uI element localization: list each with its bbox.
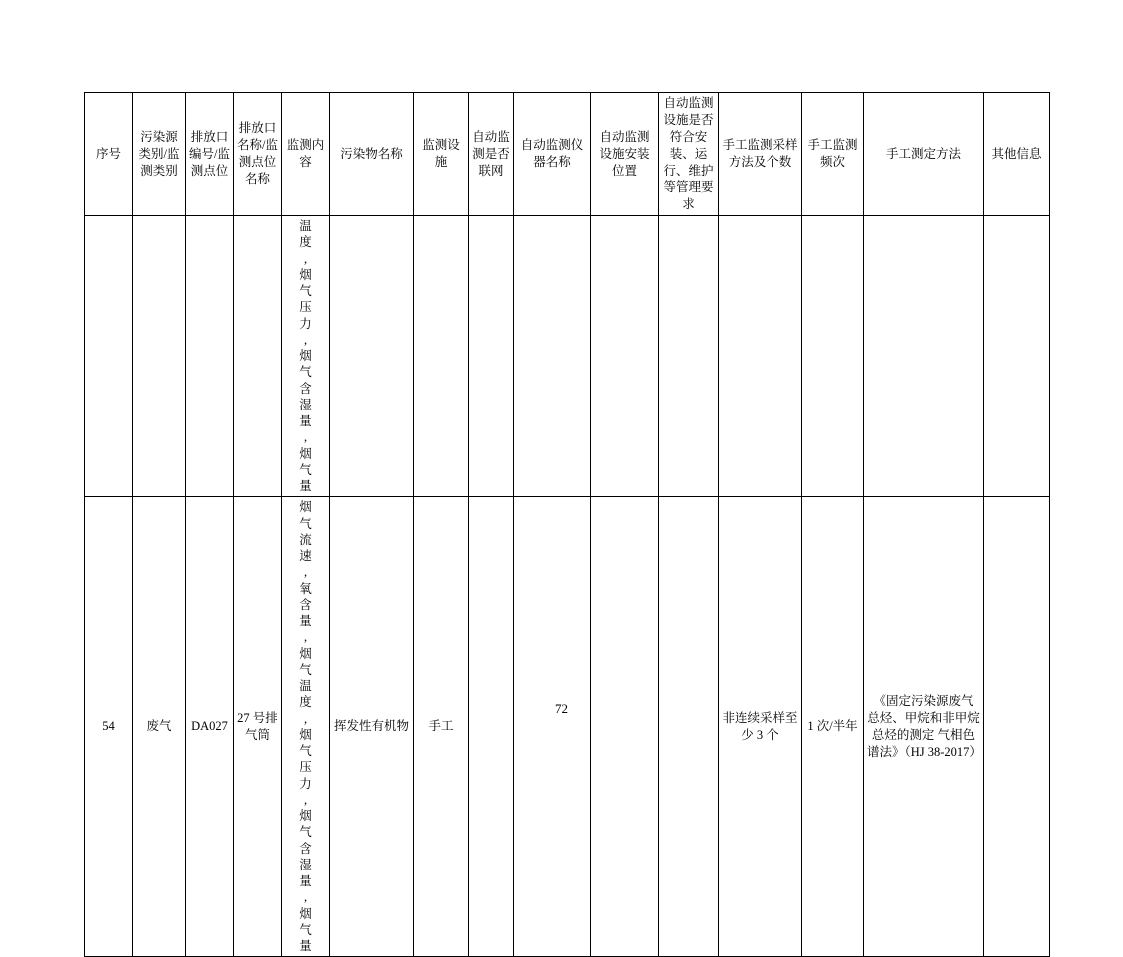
header-manual-monitoring-frequency: 手工监测频次 xyxy=(802,93,864,216)
cell-manual-determination-method xyxy=(864,216,984,497)
header-monitoring-content: 监测内容 xyxy=(282,93,330,216)
monitoring-content-text: 烟气流速,氧含量,烟气温度,烟气压力,烟气含湿量,烟气量 xyxy=(299,500,312,954)
cell-auto-monitor-networked xyxy=(469,216,514,497)
cell-manual-determination-method: 《固定污染源废气 总烃、甲烷和非甲烷总烃的测定 气相色谱法》（HJ 38-2017） xyxy=(864,497,984,957)
cell-monitoring-content xyxy=(282,497,330,957)
cell-monitoring-facility xyxy=(414,216,469,497)
header-serial-number: 序号 xyxy=(85,93,133,216)
cell-monitoring-content xyxy=(282,216,330,497)
table-header-row xyxy=(85,93,1050,216)
cell-auto-monitor-compliance xyxy=(659,216,719,497)
cell-manual-monitoring-frequency xyxy=(802,216,864,497)
cell-pollution-source-category xyxy=(133,216,186,497)
cell-pollution-source-category: 废气 xyxy=(133,497,186,957)
header-auto-monitor-networked: 自动监测是否联网 xyxy=(469,93,514,216)
cell-auto-monitor-compliance xyxy=(659,497,719,957)
cell-outlet-code xyxy=(186,216,234,497)
header-monitoring-facility: 监测设施 xyxy=(414,93,469,216)
header-outlet-name: 排放口名称/监测点位名称 xyxy=(234,93,282,216)
cell-manual-sampling-method: 非连续采样至少 3 个 xyxy=(719,497,802,957)
header-manual-determination-method: 手工测定方法 xyxy=(864,93,984,216)
monitoring-table-wrapper xyxy=(84,92,1042,957)
cell-outlet-name: 27 号排气筒 xyxy=(234,497,282,957)
header-auto-monitor-install-location: 自动监测设施安装位置 xyxy=(591,93,659,216)
header-other-info: 其他信息 xyxy=(984,93,1050,216)
header-outlet-code: 排放口编号/监测点位 xyxy=(186,93,234,216)
header-auto-monitor-compliance: 自动监测设施是否符合安装、运行、维护等管理要求 xyxy=(659,93,719,216)
header-pollutant-name: 污染物名称 xyxy=(330,93,414,216)
header-auto-monitor-instrument-name: 自动监测仪器名称 xyxy=(514,93,591,216)
cell-serial-number: 54 xyxy=(85,497,133,957)
cell-manual-monitoring-frequency: 1 次/半年 xyxy=(802,497,864,957)
cell-other-info xyxy=(984,497,1050,957)
cell-outlet-code: DA027 xyxy=(186,497,234,957)
cell-auto-monitor-install-location xyxy=(591,497,659,957)
cell-auto-monitor-instrument-name xyxy=(514,216,591,497)
cell-auto-monitor-install-location xyxy=(591,216,659,497)
table-row xyxy=(85,216,1050,497)
cell-manual-sampling-method xyxy=(719,216,802,497)
header-pollution-source-category: 污染源类别/监测类别 xyxy=(133,93,186,216)
page-number: 72 xyxy=(555,701,568,716)
cell-serial-number xyxy=(85,216,133,497)
cell-outlet-name xyxy=(234,216,282,497)
monitoring-content-text: 温度,烟气压力,烟气含湿量,烟气量 xyxy=(299,219,312,494)
cell-other-info xyxy=(984,216,1050,497)
cell-pollutant-name xyxy=(330,216,414,497)
cell-auto-monitor-instrument-name xyxy=(514,497,591,957)
table-row xyxy=(85,497,1050,957)
header-manual-sampling-method: 手工监测采样方法及个数 xyxy=(719,93,802,216)
cell-pollutant-name: 挥发性有机物 xyxy=(330,497,414,957)
monitoring-table xyxy=(84,92,1050,957)
cell-monitoring-facility: 手工 xyxy=(414,497,469,957)
cell-auto-monitor-networked xyxy=(469,497,514,957)
